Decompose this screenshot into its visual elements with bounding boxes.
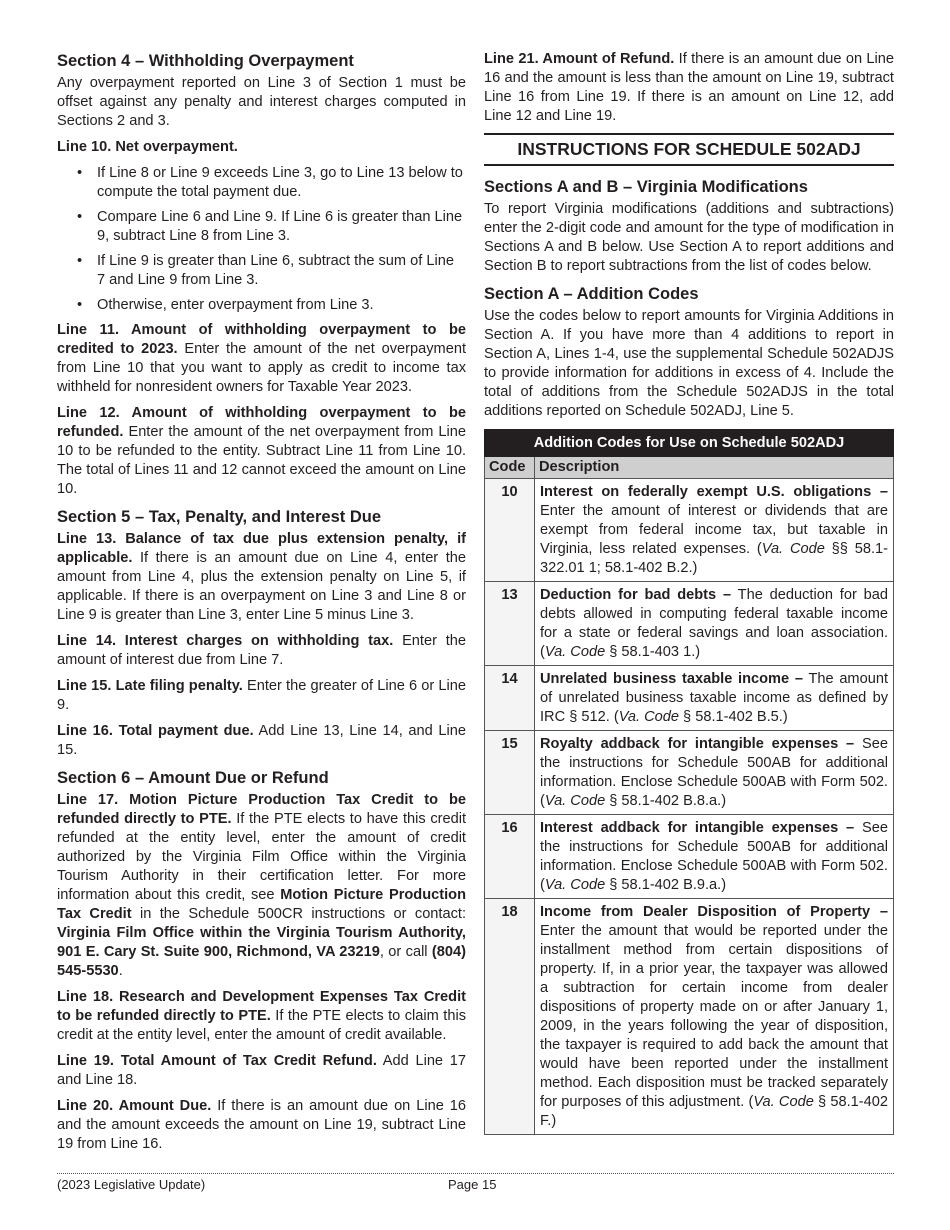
line-10-heading: Line 10. Net overpayment. — [57, 139, 238, 155]
table-row — [485, 479, 894, 582]
description-cell: Unrelated business taxable income – The amount of unrelated business taxable income as defined by IRC § 512. (Va. Code § 58.1-402 B.5.) — [535, 666, 894, 731]
section-4-heading: Section 4 – Withholding Overpayment — [57, 52, 354, 70]
code-cell: 14 — [485, 666, 535, 731]
code-cell: 13 — [485, 582, 535, 666]
description-cell: Interest on federally exempt U.S. obligations – Enter the amount of interest or dividends that are exempt from federal income tax, but taxable in Virginia, less related expenses. (Va. Code §§ 58.1-322.01 1; 58.1-402 B.2.) — [535, 479, 894, 582]
footer-edition: (2023 Legislative Update) — [57, 1177, 206, 1192]
line-14-paragraph: Line 14. Interest charges on withholding tax. Enter the amount of interest due from Line 7. — [57, 633, 466, 668]
line-17-paragraph: Line 17. Motion Picture Production Tax Credit to be refunded directly to PTE. If the PTE elects to have this credit refunded at the entity level, enter the amount of credit authorized by the Virginia Film Office within the Virginia Tourism Authority in their certification letter. For more information about this credit, see Motion Picture Production Tax Credit in the Schedule 500CR instructions or contact: Virginia Film Office within the Virginia Tourism Authority, 901 E. Cary St. Suite 900, Richmond, VA 23219, or call (804) 545-5530. — [57, 792, 467, 979]
line-12-paragraph: Line 12. Amount of withholding overpayment to be refunded. Enter the amount of the net overpayment from Line 10 to be refunded to the entity. Subtract Line 11 from Line 10. The total of Lines 11 and 12 cannot exceed the amount on Line 10. — [57, 405, 466, 497]
column-header-description: Description — [535, 457, 894, 479]
line-20-paragraph: Line 20. Amount Due. If there is an amount due on Line 16 and the amount exceeds the amount on Line 19, subtract Line 19 from Line 16. — [57, 1098, 466, 1152]
description-cell: Deduction for bad debts – The deduction for bad debts allowed in computing federal taxable income for a state or federal savings and loan association. (Va. Code § 58.1-403 1.) — [535, 582, 894, 666]
section-6-heading: Section 6 – Amount Due or Refund — [57, 769, 329, 787]
description-cell: Royalty addback for intangible expenses – See the instructions for Schedule 500AB for additional information. Enclose Schedule 500AB with Form 502. (Va. Code § 58.1-402 B.8.a.) — [535, 731, 894, 815]
table-row — [485, 899, 894, 1135]
left-column — [57, 50, 466, 1161]
right-column — [484, 50, 894, 1135]
schedule-502adj-banner: INSTRUCTIONS FOR SCHEDULE 502ADJ — [484, 133, 894, 166]
section-4-intro: Any overpayment reported on Line 3 of Section 1 must be offset against any penalty and interest charges computed in Sections 2 and 3. — [57, 75, 466, 129]
section-5-heading: Section 5 – Tax, Penalty, and Interest Due — [57, 508, 381, 526]
line-19-paragraph: Line 19. Total Amount of Tax Credit Refund. Add Line 17 and Line 18. — [57, 1053, 466, 1088]
code-cell: 10 — [485, 479, 535, 582]
line-21-paragraph: Line 21. Amount of Refund. If there is an amount due on Line 16 and the amount is less than the amount on Line 19, subtract Line 16 from Line 19. If there is an amount on Line 12, add Line 12 and Line 19. — [484, 51, 895, 124]
description-cell: Interest addback for intangible expenses – See the instructions for Schedule 500AB for additional information. Enclose Schedule 500AB with Form 502. (Va. Code § 58.1-402 B.9.a.) — [535, 815, 894, 899]
table-row — [485, 731, 894, 815]
table-row — [485, 666, 894, 731]
line-10-bullets — [57, 164, 466, 315]
column-header-code: Code — [485, 457, 535, 479]
code-cell: 15 — [485, 731, 535, 815]
line-18-paragraph: Line 18. Research and Development Expenses Tax Credit to be refunded directly to PTE. If the PTE elects to claim this credit at the entity level, enter the amount of credit available. — [57, 989, 466, 1043]
line-11-paragraph: Line 11. Amount of withholding overpayment to be credited to 2023. Enter the amount of the net overpayment from Line 10 that you want to apply as credit to income tax withheld for nonresident owners for Taxable Year 2023. — [57, 322, 466, 395]
sections-a-b-heading: Sections A and B – Virginia Modifications — [484, 178, 808, 196]
list-item: • Compare Line 6 and Line 9. If Line 6 is greater than Line 9, subtract Line 8 from Line 3. — [97, 208, 466, 246]
footer-divider — [57, 1173, 894, 1174]
addition-codes-table — [484, 429, 894, 1135]
list-item: • If Line 8 or Line 9 exceeds Line 3, go to Line 13 below to compute the total payment due. — [97, 164, 466, 202]
page-number: Page 15 — [448, 1177, 497, 1192]
list-item: • If Line 9 is greater than Line 6, subtract the sum of Line 7 and Line 9 from Line 3. — [97, 252, 466, 290]
line-15-paragraph: Line 15. Late filing penalty. Enter the greater of Line 6 or Line 9. — [57, 678, 466, 713]
sections-a-b-text: To report Virginia modifications (additions and subtractions) enter the 2-digit code and amount for the type of modification in Sections A and B below. Use Section A to report additions and Section B to report subtractions from the list of codes below. — [484, 201, 894, 274]
section-a-text: Use the codes below to report amounts for Virginia Additions in Section A. If you have more than 4 additions to report in Section A, Lines 1-4, use the supplemental Schedule 502ADJS to provide information for additions in excess of 4. Include the total of additions from the Schedule 502ADJS in the total additions reported on Schedule 502ADJ, Line 5. — [484, 308, 894, 419]
line-16-paragraph: Line 16. Total payment due. Add Line 13, Line 14, and Line 15. — [57, 723, 467, 758]
list-item: • Otherwise, enter overpayment from Line 3. — [97, 296, 466, 315]
section-a-heading: Section A – Addition Codes — [484, 285, 699, 303]
code-cell: 18 — [485, 899, 535, 1135]
table-row — [485, 582, 894, 666]
table-caption: Addition Codes for Use on Schedule 502ADJ — [485, 430, 894, 457]
code-cell: 16 — [485, 815, 535, 899]
table-row — [485, 815, 894, 899]
description-cell: Income from Dealer Disposition of Property – Enter the amount that would be reported under the installment method from certain dispositions of property. If, in a prior year, the taxpayer was allowed a subtraction for certain income from dealer dispositions of property made on or after January 1, 2009, in the years following the year of disposition, the taxpayer is required to add back the amount that would have been reported under the installment method. Each disposition must be tracked separately for purposes of this adjustment. (Va. Code § 58.1-402 F.) — [535, 899, 894, 1135]
line-13-paragraph: Line 13. Balance of tax due plus extension penalty, if applicable. If there is an amount due on Line 4, enter the amount from Line 4, plus the extension penalty on Line 5, if applicable. If there is an overpayment on Line 3 and Line 8 or Line 9 is greater than Line 3, enter Line 5 minus Line 3. — [57, 531, 466, 623]
